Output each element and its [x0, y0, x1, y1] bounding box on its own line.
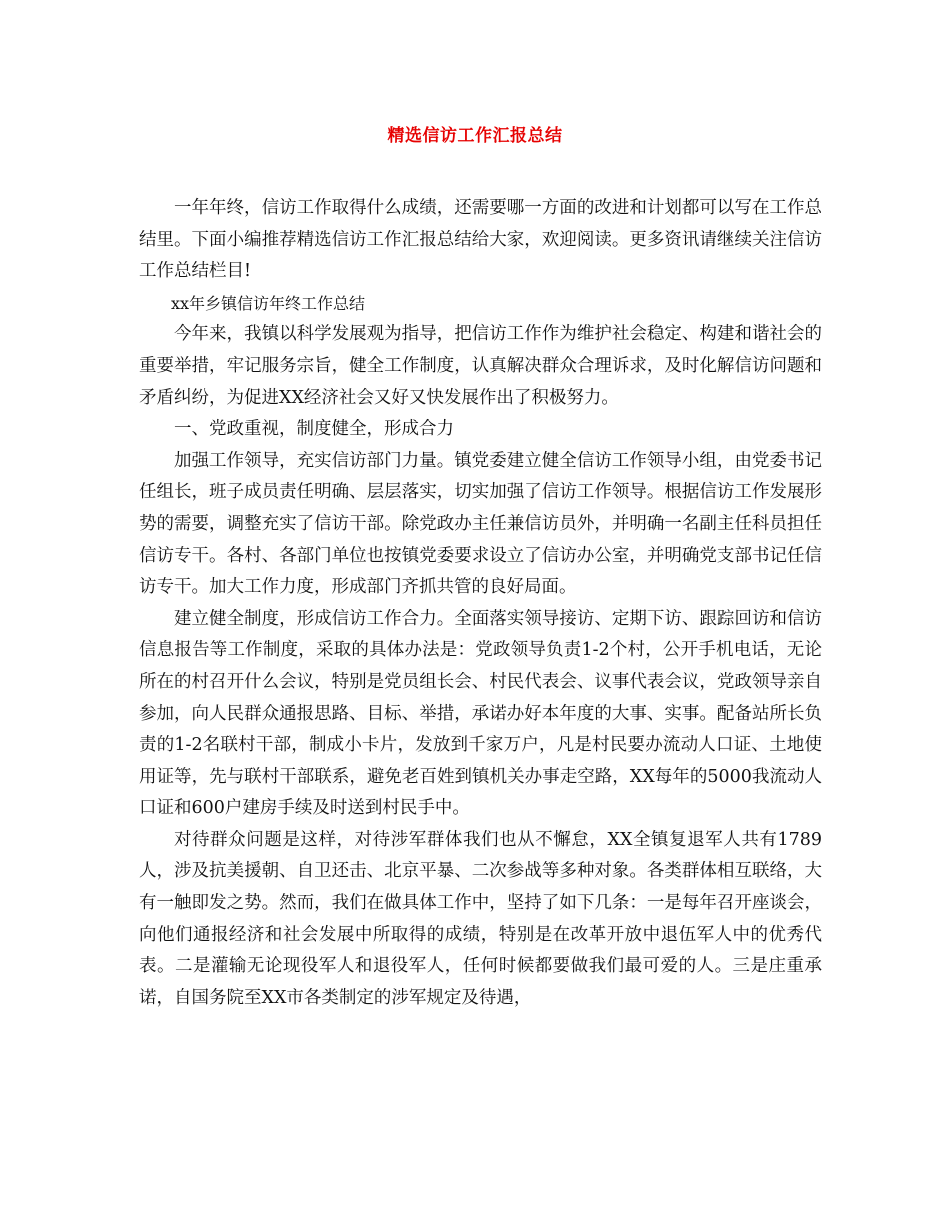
subsection-heading: 一、党政重视，制度健全，形成合力	[174, 419, 454, 440]
document-title: 精选信访工作汇报总结	[387, 126, 563, 146]
body-paragraph: 今年来，我镇以科学发展观为指导，把信访工作作为维护社会稳定、构建和谐社会的重要举措，牢记服务宗旨，健全工作制度，认真解决群众合理诉求，及时化解信访问题和矛盾纠纷，为促进XX经济社会又好又快发展作出了积极努力。	[139, 324, 822, 408]
body-paragraph: 建立健全制度，形成信访工作合力。全面落实领导接访、定期下访、跟踪回访和信访信息报告等工作制度，采取的具体办法是：党政领导负责1-2个村，公开手机电话，无论所在的村召开什么会议，特别是党员组长会、村民代表会、议事代表会议，党政领导亲自参加，向人民群众通报思路、目标、举措，承诺办好本年度的大事、实事。配备站所长负责的1-2名联村干部，制成小卡片，发放到千家万户，凡是村民要办流动人口证、土地使用证等，先与联村干部联系，避免老百姓到镇机关办事走空路，XX每年的5000我流动人口证和600户建房手续及时送到村民手中。	[139, 608, 822, 819]
body-paragraph: 加强工作领导，充实信访部门力量。镇党委建立健全信访工作领导小组，由党委书记任组长，班子成员责任明确、层层落实，切实加强了信访工作领导。根据信访工作发展形势的需要，调整充实了信访干部。除党政办主任兼信访员外，并明确一名副主任科员担任信访专干。各村、各部门单位也按镇党委要求设立了信访办公室，并明确党支部书记任信访专干。加大工作力度，形成部门齐抓共管的良好局面。	[139, 450, 822, 598]
section-heading: xx年乡镇信访年终工作总结	[171, 293, 366, 313]
body-paragraph: 对待群众问题是这样，对待涉军群体我们也从不懈怠，XX全镇复退军人共有1789人，涉及抗美援朝、自卫还击、北京平暴、二次参战等多种对象。各类群体相互联络，大有一触即发之势。然而，我们在做具体工作中，坚持了如下几条：一是每年召开座谈会，向他们通报经济和社会发展中所取得的成绩，特别是在改革开放中退伍军人中的优秀代表。二是灌输无论现役军人和退役军人，任何时候都要做我们最可爱的人。三是庄重承诺，自国务院至XX市各类制定的涉军规定及待遇，	[139, 829, 822, 1008]
document-body	[139, 193, 822, 1014]
intro-paragraph: 一年年终，信访工作取得什么成绩，还需要哪一方面的改进和计划都可以写在工作总结里。下面小编推荐精选信访工作汇报总结给大家，欢迎阅读。更多资讯请继续关注信访工作总结栏目!	[139, 198, 822, 282]
